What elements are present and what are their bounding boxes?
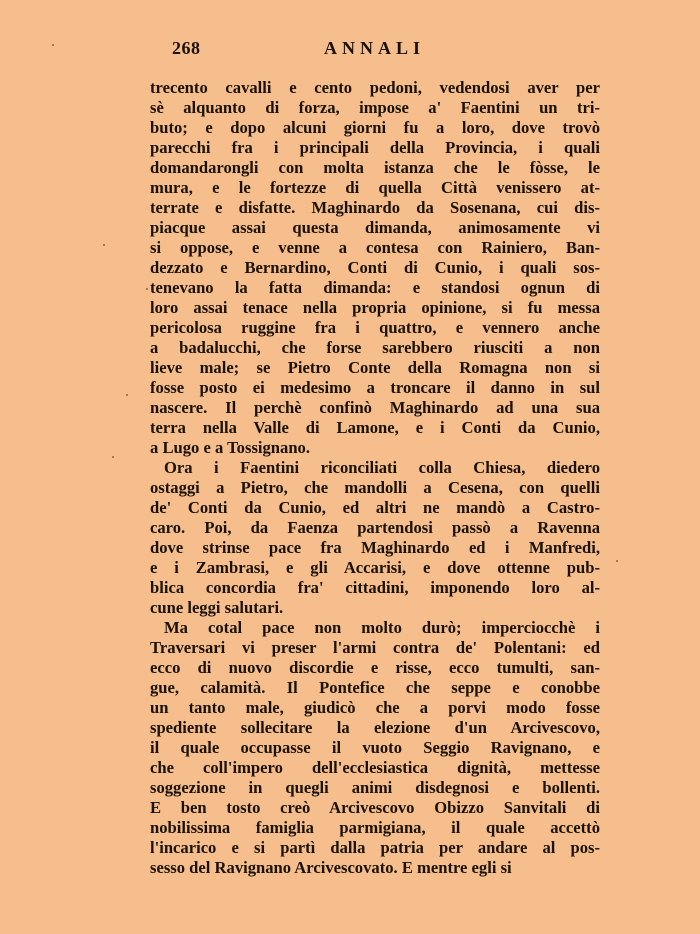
text-line: ostaggi a Pietro, che mandolli a Cesena, con quelli — [150, 478, 600, 497]
text-line: trecento cavalli e cento pedoni, vedendosi aver per — [150, 78, 600, 97]
paragraph — [150, 78, 600, 458]
text-line: spediente sollecitare la elezione d'un Arcivescovo, — [150, 718, 600, 737]
text-line: buto; e dopo alcuni giorni fu a loro, dove trovò — [150, 118, 600, 137]
text-line: l'incarico e si partì dalla patria per andare al pos- — [150, 838, 600, 857]
page-number: 268 — [172, 38, 201, 58]
text-line: si oppose, e venne a contesa con Rainiero, Ban- — [150, 238, 600, 257]
speck — [112, 456, 114, 458]
speck — [616, 560, 618, 562]
text-line: soggezione in quegli animi disdegnosi e bollenti. — [150, 778, 600, 797]
page-header — [168, 38, 602, 66]
speck — [146, 288, 148, 290]
paragraph — [150, 458, 600, 618]
paragraph — [150, 618, 600, 878]
text-line: ecco di nuovo discordie e risse, ecco tumulti, san- — [150, 658, 600, 677]
text-line: sè alquanto di forza, impose a' Faentini un tri- — [150, 98, 600, 117]
text-line: a badalucchi, che forse sarebbero riusciti a non — [150, 338, 600, 357]
speck — [126, 394, 128, 396]
text-line: a Lugo e a Tossignano. — [150, 438, 311, 457]
body-text — [150, 78, 600, 878]
text-line: loro assai tenace nella propria opinione, si fu messa — [150, 298, 600, 317]
text-line: dove strinse pace fra Maghinardo ed i Manfredi, — [150, 538, 600, 557]
speck — [52, 44, 54, 46]
text-line: caro. Poi, da Faenza partendosi passò a Ravenna — [150, 518, 600, 537]
text-line: il quale occupasse il vuoto Seggio Ravignano, e — [150, 738, 600, 757]
text-line: lieve male; se Pietro Conte della Romagna non si — [150, 358, 600, 377]
text-line: gue, calamità. Il Pontefice che seppe e conobbe — [150, 678, 600, 697]
text-line: che coll'impero dell'ecclesiastica dignità, mettesse — [150, 758, 600, 777]
text-line: de' Conti da Cunio, ed altri ne mandò a Castro- — [150, 498, 600, 517]
text-line: parecchi fra i principali della Provincia, i quali — [150, 138, 600, 157]
text-line: terrate e disfatte. Maghinardo da Sosenana, cui dis- — [150, 198, 600, 217]
text-line: terra nella Valle di Lamone, e i Conti da Cunio, — [150, 418, 600, 437]
text-line: e i Zambrasi, e gli Accarisi, e dove ottenne pub- — [150, 558, 600, 577]
text-line: nascere. Il perchè confinò Maghinardo ad una sua — [150, 398, 600, 417]
text-line: fosse posto ei medesimo a troncare il danno in sul — [150, 378, 600, 397]
text-line: mura, e le fortezze di quella Città venissero at- — [150, 178, 600, 197]
text-line: cune leggi salutari. — [150, 598, 284, 617]
text-line: un tanto male, giudicò che a porvi modo fosse — [150, 698, 600, 717]
text-line: pericolosa ruggine fra i quattro, e vennero anche — [150, 318, 600, 337]
text-line: sesso del Ravignano Arcivescovato. E mentre egli si — [150, 858, 512, 877]
text-line: E ben tosto creò Arcivescovo Obizzo Sanvitali di — [150, 798, 600, 817]
running-head: ANNALI — [324, 38, 426, 58]
text-line: dezzato e Bernardino, Conti di Cunio, i quali sos- — [150, 258, 600, 277]
text-line: tenevano la fatta dimanda: e standosi ognun di — [150, 278, 600, 297]
text-line: domandarongli con molta istanza che le fòsse, le — [150, 158, 600, 177]
text-line: Ora i Faentini riconciliati colla Chiesa, diedero — [164, 458, 600, 477]
text-line: Ma cotal pace non molto durò; imperciocchè i — [164, 618, 600, 637]
text-line: piacque assai questa dimanda, animosamente vi — [150, 218, 600, 237]
speck — [103, 244, 105, 246]
text-line: nobilissima famiglia parmigiana, il quale accettò — [150, 818, 600, 837]
text-line: Traversari vi preser l'armi contra de' Polentani: ed — [150, 638, 600, 657]
text-line: blica concordia fra' cittadini, imponendo loro al- — [150, 578, 600, 597]
